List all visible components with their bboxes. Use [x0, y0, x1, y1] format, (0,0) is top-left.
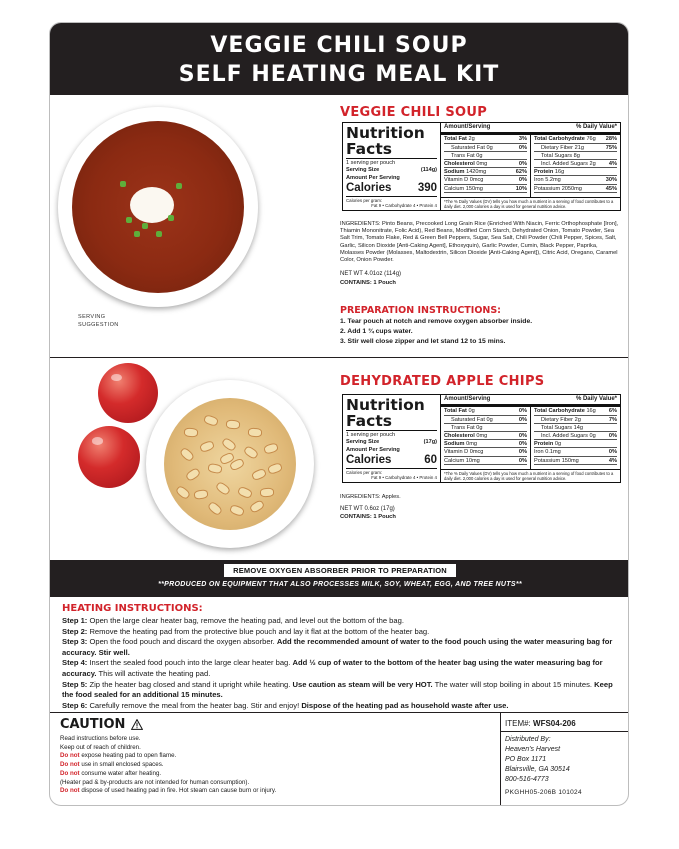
heating-instructions [62, 603, 622, 711]
caution-line: (Heater pad & by-products are not intended for human consumption). [60, 778, 250, 786]
nutrient-daily-value: 0% [518, 408, 527, 415]
apple-section [50, 358, 628, 558]
nutrient-row [444, 457, 527, 465]
nutrient-amount: 16g [586, 408, 596, 415]
chili-nutrition-facts: Nutrition Facts 1 serving per pouch Serving Size (114g) Amount Per Serving Calories 390 Calories per gram: Fat 9 • Carbohydrate 4 • Protein 4 Amount/Serving % Daily Value* Total Fat 2g 3% Saturated Fat 0g 0% Trans Fat 0g Cholesterol 0mg 0% Sodium 1420mg 62% Vitamin D 0mcg 0% Calcium 150mg 10% Total Carbohydrate 76g 28% Dietary Fiber 21g 75% Total Sugars 8g Incl. Added Sugars 2g 4% Protein 16g Iron 5.2mg 30% Potassium 2050mg 45% *The % Daily Values (DV) tells you how much a nutrient in a serving of food contributes to a daily diet. 2,000 calories a day is used for general nutrition advice. [342, 122, 621, 211]
nutrient-name: Iron [534, 177, 544, 184]
nutrient-amount: 0g [554, 441, 562, 448]
nutrient-daily-value: 28% [605, 136, 617, 143]
nutrient-amount: 21g [574, 144, 584, 151]
nutrient-name: Iron [534, 449, 544, 456]
heating-step: Step 5: Zip the heater bag closed and stand it upright while heating. Use caution as steam will be very HOT. The water will stop boiling in about 15 minutes. Keep the food sealed for an additional 15 minutes. [62, 679, 613, 700]
nutrient-row [534, 160, 617, 168]
nutrient-amount: 0mg [476, 432, 488, 439]
apple-ingredients: INGREDIENTS: Apples. [340, 494, 401, 500]
label-card [49, 22, 629, 806]
prep-title: PREPARATION INSTRUCTIONS: [340, 305, 501, 316]
nutrient-amount: 2g [574, 416, 581, 423]
nutrient-row [444, 407, 527, 415]
chili-contains: CONTAINS: 1 Pouch [340, 280, 396, 286]
nutrient-row [534, 448, 617, 456]
chili-section [50, 95, 628, 358]
nutrient-amount: 0.1mg [545, 449, 561, 456]
nutrient-name: Dietary Fiber [541, 144, 574, 151]
nutrient-row [534, 457, 617, 465]
nutrient-amount: 16g [554, 169, 565, 176]
nutrient-amount: 5.2mg [545, 177, 561, 184]
nutrient-daily-value: 75% [605, 144, 617, 151]
nutrient-name: Calcium [444, 185, 465, 192]
nutrient-amount: 14g [573, 424, 583, 431]
nutrient-name: Calcium [444, 457, 465, 464]
heating-step: Step 2: Remove the heating pad from the protective blue pouch and lay it flat at the bottom of the heater bag. [62, 626, 430, 636]
nutrient-row [444, 432, 527, 440]
heating-step: Step 3: Open the food pouch and discard the oxygen absorber. Add the recommended amount of water to the food pouch using the water measuring bag for accuracy. Stir well. [62, 637, 613, 657]
nutrient-daily-value: 7% [608, 416, 617, 423]
nutrient-daily-value: 4% [608, 457, 617, 464]
caution-block [60, 717, 480, 796]
nutrient-row [444, 176, 527, 184]
nutrient-daily-value: 62% [515, 169, 527, 176]
apple-image-2 [78, 426, 140, 488]
nutrient-row [444, 416, 527, 424]
caution-line: Do not use in small enclosed spaces. [60, 761, 164, 769]
caution-line: Keep out of reach of children. [60, 743, 141, 751]
nutrient-name: Cholesterol [444, 432, 475, 439]
serving-suggestion-caption: SERVING SUGGESTION [78, 314, 119, 328]
nutrient-row [534, 416, 617, 424]
nutrient-amount: 0mcg [469, 177, 484, 184]
chili-title: VEGGIE CHILI SOUP [340, 105, 488, 120]
nutrient-daily-value: 0% [518, 160, 527, 167]
nutrient-name: Trans Fat [451, 424, 475, 431]
nutrient-name: Incl. Added Sugars [541, 432, 588, 439]
bottom-panel [50, 712, 629, 806]
product-header [50, 23, 628, 95]
nutrient-amount: 2050mg [561, 185, 582, 192]
nutrient-amount: 8g [573, 152, 580, 159]
remove-absorber-text: REMOVE OXYGEN ABSORBER PRIOR TO PREPARATION [224, 564, 456, 577]
nutrient-name: Total Sugars [541, 152, 573, 159]
package-code: PKGHH05-206B 101024 [505, 789, 582, 796]
nutrient-row [534, 407, 617, 415]
nutrient-name: Total Sugars [541, 424, 573, 431]
header-line-2: SELF HEATING MEAL KIT [178, 62, 500, 87]
nutrient-row [534, 144, 617, 152]
nutrient-name: Vitamin D [444, 449, 469, 456]
nutrient-name: Total Fat [444, 136, 467, 143]
nutrient-daily-value: 0% [518, 432, 527, 439]
caution-line: Do not dispose of used heating pad in fire. Hot steam can cause burn or injury. [60, 787, 277, 795]
apple-chips-bowl-image [146, 380, 314, 548]
nutrient-name: Sodium [444, 441, 465, 448]
nutrient-row [534, 152, 617, 160]
nutrient-name: Saturated Fat [451, 144, 485, 151]
nutrient-amount: 10mg [465, 457, 480, 464]
nutrient-row [444, 152, 527, 160]
nutrient-row [444, 185, 527, 193]
nutrient-name: Cholesterol [444, 160, 475, 167]
nutrient-daily-value: 0% [608, 432, 617, 439]
nutrient-daily-value: 3% [518, 136, 527, 143]
caution-line: Do not expose heating pad to open flame. [60, 752, 177, 760]
prep-steps: 1. Tear pouch at notch and remove oxygen absorber inside. 2. Add 1 ¾ cups water. 3. Stir well close zipper and let stand 12 to 15 mins. [340, 318, 533, 345]
caution-title: CAUTION [60, 717, 126, 732]
nutrient-row [534, 176, 617, 184]
apple-contains: CONTAINS: 1 Pouch [340, 514, 396, 520]
nutrient-row [534, 424, 617, 432]
nutrient-daily-value: 0% [518, 457, 527, 464]
nutrient-row [444, 424, 527, 432]
heating-step: Step 4: Insert the sealed food pouch into the large clear heater bag. Add ½ cup of water to the bottom of the heater bag using the water measuring bag for accuracy. This will activate the heating pad. [62, 658, 603, 678]
nutrient-daily-value: 10% [515, 185, 527, 192]
nutrient-daily-value: 45% [605, 185, 617, 192]
chili-net-weight: NET WT 4.01oz (114g) [340, 271, 402, 277]
nutrient-name: Protein [534, 169, 554, 176]
warning-triangle-icon [131, 719, 143, 730]
nutrient-amount: 0g [589, 432, 596, 439]
nutrient-amount: 0mcg [469, 449, 484, 456]
apple-title: DEHYDRATED APPLE CHIPS [340, 374, 545, 389]
nutrient-name: Vitamin D [444, 177, 469, 184]
nutrient-row [534, 432, 617, 440]
nutrient-row [444, 440, 527, 448]
nutrient-row [444, 135, 527, 143]
apple-net-weight: NET WT 0.6oz (17g) [340, 506, 395, 512]
nutrient-daily-value: 0% [518, 177, 527, 184]
nutrient-amount: 150mg [465, 185, 483, 192]
nutrient-row [444, 160, 527, 168]
nutrient-amount: 1420mg [466, 169, 487, 176]
nutrient-row [444, 168, 527, 176]
item-number: WFS04-206 [533, 719, 576, 728]
distributor-info: Distributed By: Heaven's Harvest PO Box 1171 Blairsville, GA 30514 800-516-4773 [505, 736, 570, 783]
nutrient-name: Total Carbohydrate [534, 408, 585, 415]
nutrient-name: Saturated Fat [451, 416, 485, 423]
nutrient-amount: 0mg [466, 441, 477, 448]
chili-bowl-image [58, 107, 258, 307]
nutrient-name: Protein [534, 441, 554, 448]
nutrient-row [534, 168, 617, 176]
nutrient-name: Sodium [444, 169, 465, 176]
nutrient-daily-value: 4% [608, 160, 617, 167]
apple-nutrition-facts: Nutrition Facts 1 serving per pouch Serving Size (17g) Amount Per Serving Calories 60 Calories per gram: Fat 9 • Carbohydrate 4 • Protein 4 Amount/Serving % Daily Value* Total Fat 0g 0% Saturated Fat 0g 0% Trans Fat 0g Cholesterol 0mg 0% Sodium 0mg 0% Vitamin D 0mcg 0% Calcium 10mg 0% Total Carbohydrate 16g 6% Dietary Fiber 2g 7% Total Sugars 14g Incl. Added Sugars 0g 0% Protein 0g Iron 0.1mg 0% Potassium 150mg 4% *The % Daily Values (DV) tells you how much a nutrient in a serving of food contributes to a daily diet. 2,000 calories a day is used for general nutrition advice. [342, 394, 621, 483]
nutrient-amount: 0g [486, 144, 493, 151]
nutrient-name: Total Fat [444, 408, 467, 415]
heating-step: Step 6: Carefully remove the meal from the heater bag. Stir and enjoy! Dispose of the heating pad as household waste after use. [62, 700, 509, 710]
nutrient-row [534, 440, 617, 448]
nutrient-daily-value: 6% [608, 408, 617, 415]
chili-ingredients: INGREDIENTS: Pinto Beans, Precooked Long Grain Rice (Enriched With Niacin, Ferric Orthophosphate [Iron], Thiamin Mononitrate, Folic Acid), Red Beans, Modified Corn Starch, Dehydrated Onion, Tomato Powder, Sea Salt Trim, Tomato Flake, Red & Green Bell Peppers, Sugar, Sea Salt, Chili Powder (Chili Pepper, Spices, Salt, Garlic, Silicon Dioxide [Anti-Caking Agent], Ethoxyquin), Garlic Powder, Cumin, Black Pepper, Paprika, Molasses Powder (Molasses, Maltodextrin, Silicon Dioxide [Anti-Caking Agent]), Citric Acid, Oregano, Caramel Color, Onion Powder. [340, 221, 619, 264]
nutrient-daily-value: 0% [608, 449, 617, 456]
nutrient-amount: 0g [486, 416, 493, 423]
nutrient-amount: 2g [589, 160, 596, 167]
nutrient-row [444, 448, 527, 456]
nutrient-amount: 0g [476, 152, 483, 159]
nutrient-name: Total Carbohydrate [534, 136, 585, 143]
nutrient-row [534, 135, 617, 143]
nutrient-amount: 0g [476, 424, 483, 431]
item-label: ITEM#: [505, 719, 531, 728]
item-info [500, 713, 629, 806]
nutrient-amount: 150mg [561, 457, 579, 464]
allergen-statement: **PRODUCED ON EQUIPMENT THAT ALSO PROCESSES MILK, SOY, WHEAT, EGG, AND TREE NUTS** [158, 581, 522, 588]
caution-line: Do not consume water after heating. [60, 769, 162, 777]
header-line-1: VEGGIE CHILI SOUP [210, 33, 468, 58]
nutrient-amount: 0mg [476, 160, 488, 167]
nutrient-amount: 76g [586, 136, 596, 143]
nutrient-name: Dietary Fiber [541, 416, 574, 423]
nutrient-name: Potassium [534, 457, 561, 464]
nutrient-amount: 2g [468, 136, 475, 143]
nutrient-row [534, 185, 617, 193]
oxygen-absorber-banner [50, 560, 629, 597]
nutrient-name: Potassium [534, 185, 561, 192]
apple-image-1 [98, 363, 158, 423]
caution-line: Read instructions before use. [60, 735, 141, 742]
nutrient-row [444, 144, 527, 152]
nutrient-daily-value: 0% [518, 449, 527, 456]
nutrient-name: Incl. Added Sugars [541, 160, 588, 167]
nutrient-daily-value: 30% [605, 177, 617, 184]
heating-step: Step 1: Open the large clear heater bag, remove the heating pad, and level out the bottom of the bag. [62, 616, 404, 625]
nutrient-amount: 0g [468, 408, 475, 415]
nutrient-name: Trans Fat [451, 152, 475, 159]
nutrient-daily-value: 0% [518, 144, 527, 151]
nutrient-daily-value: 0% [518, 441, 527, 448]
heating-title: HEATING INSTRUCTIONS: [62, 603, 203, 614]
nutrient-daily-value: 0% [518, 416, 527, 423]
